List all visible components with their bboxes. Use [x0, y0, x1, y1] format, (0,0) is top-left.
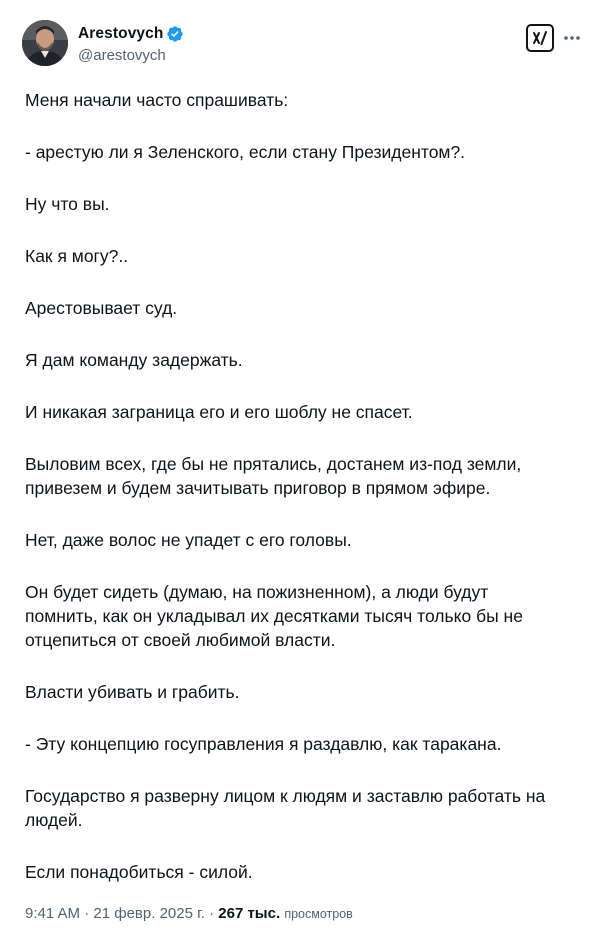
author-display-name[interactable]: Arestovych	[78, 25, 164, 42]
tweet-paragraph: - арестую ли я Зеленского, если стану Президентом?.	[25, 142, 466, 162]
tweet-paragraph: Меня начали часто спрашивать:	[25, 90, 289, 110]
tweet-paragraph: Как я могу?..	[25, 246, 129, 266]
tweet-paragraph: - Эту концепцию госуправления я раздавлю, как таракана.	[25, 734, 502, 754]
views-label: просмотров	[284, 907, 353, 921]
tweet-paragraph: Выловим всех, где бы не прятались, достанем из-под земли, привезем и будем зачитывать приговор в прямом эфире.	[25, 454, 522, 498]
verified-badge-icon	[166, 25, 184, 43]
author-info	[78, 24, 184, 64]
meta-separator: ·	[204, 905, 219, 922]
more-dots-icon	[563, 35, 581, 41]
tweet-paragraph: Власти убивать и грабить.	[25, 682, 240, 702]
tweet-text	[25, 88, 580, 912]
more-options-button[interactable]	[562, 28, 582, 48]
tweet-header	[22, 18, 582, 72]
avatar-image	[22, 20, 68, 66]
tweet-date[interactable]: 21 февр. 2025 г.	[93, 905, 205, 922]
tweet-paragraph: Я дам команду задержать.	[25, 350, 243, 370]
tweet-meta	[25, 905, 353, 922]
tweet-paragraph: Арестовывает суд.	[25, 298, 178, 318]
tweet-paragraph: И никакая заграница его и его шоблу не спасет.	[25, 402, 413, 422]
views-count[interactable]: 267 тыс.	[218, 905, 281, 922]
tweet-paragraph: Ну что вы.	[25, 194, 110, 214]
author-handle[interactable]: @arestovych	[78, 47, 166, 64]
grok-button[interactable]	[526, 24, 554, 52]
tweet-paragraph: Если понадобиться - силой.	[25, 862, 253, 882]
grok-icon	[532, 30, 548, 46]
meta-separator: ·	[80, 905, 94, 922]
tweet-paragraph: Нет, даже волос не упадет с его головы.	[25, 530, 352, 550]
tweet-paragraph: Государство я разверну лицом к людям и заставлю работать на людей.	[25, 786, 546, 830]
tweet-time[interactable]: 9:41 AM	[25, 905, 81, 922]
avatar[interactable]	[22, 20, 68, 66]
tweet-paragraph: Он будет сидеть (думаю, на пожизненном), а люди будут помнить, как он укладывал их десятками тысяч только бы не отцепиться от своей любимой власти.	[25, 582, 523, 650]
